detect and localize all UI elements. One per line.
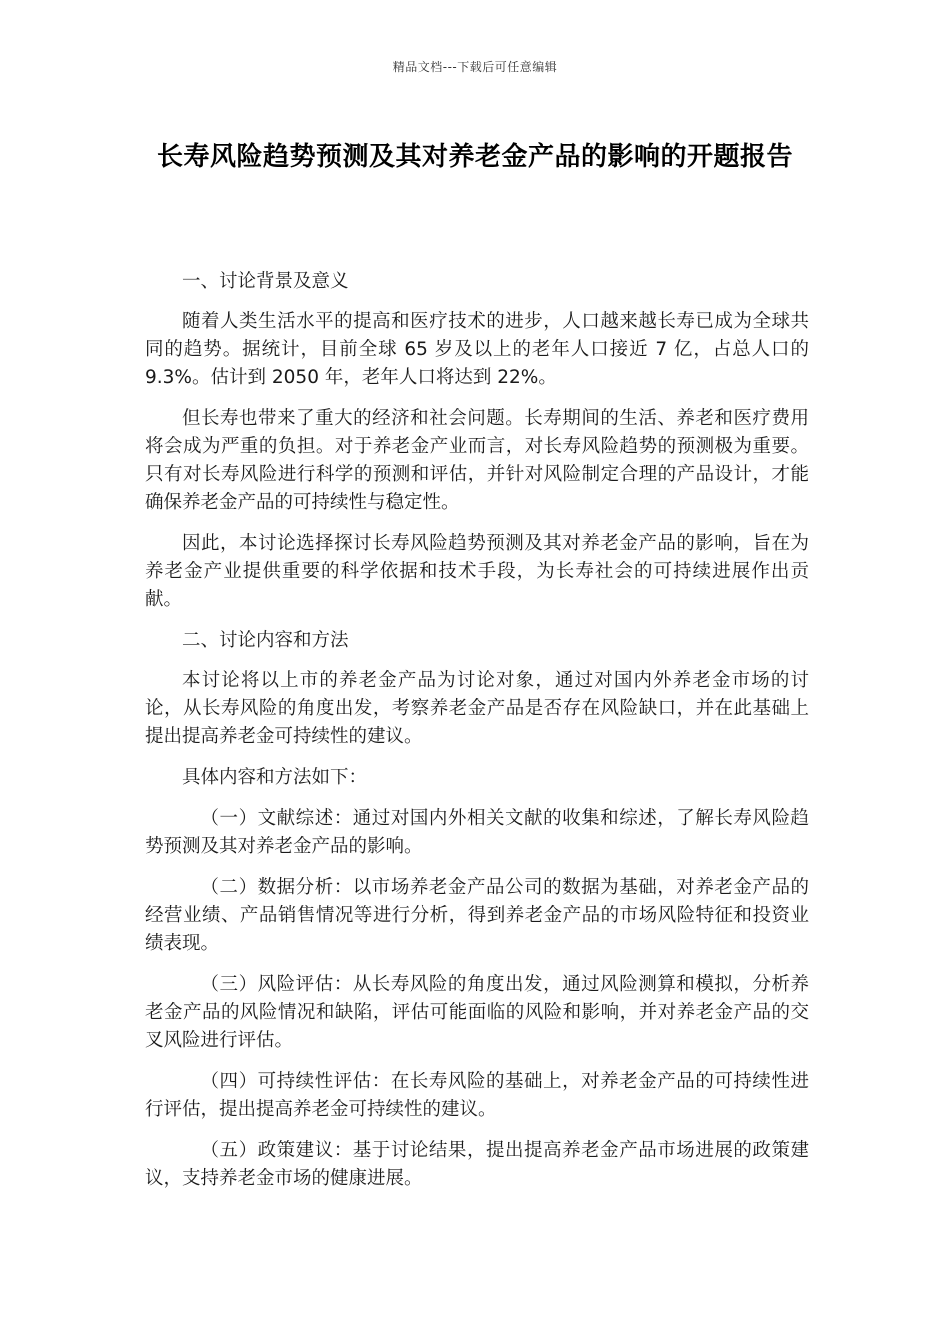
header-note: 精品文档---下载后可任意编辑 xyxy=(392,60,558,74)
section-heading-content: 二、讨论内容和方法 xyxy=(182,630,349,651)
paragraph-content-1: 本讨论将以上市的养老金产品为讨论对象，通过对国内外养老金市场的讨论，从长寿风险的角度出发，考察养老金产品是否存在风险缺口，并在此基础上提出提高养老金可持续性的建议。 xyxy=(145,670,809,747)
paragraph-content-2: 具体内容和方法如下： xyxy=(182,767,368,788)
paragraph-background-3: 因此，本讨论选择探讨长寿风险趋势预测及其对养老金产品的影响，旨在为养老金产业提供重要的科学依据和技术手段，为长寿社会的可持续进展作出贡献。 xyxy=(145,533,809,610)
method-item-risk-assessment: （三）风险评估：从长寿风险的角度出发，通过风险测算和模拟，分析养老金产品的风险情况和缺陷，评估可能面临的风险和影响，并对养老金产品的交叉风险进行评估。 xyxy=(145,974,809,1051)
method-item-literature: （一）文献综述：通过对国内外相关文献的收集和综述，了解长寿风险趋势预测及其对养老金产品的影响。 xyxy=(145,808,809,857)
paragraph-background-1: 随着人类生活水平的提高和医疗技术的进步，人口越来越长寿已成为全球共同的趋势。据统计，目前全球 65 岁及以上的老年人口接近 7 亿，占总人口的 9.3%。估计到 2050 年，老年人口将达到 22%。 xyxy=(145,311,809,388)
section-heading-background: 一、讨论背景及意义 xyxy=(182,271,349,292)
method-item-policy: （五）政策建议：基于讨论结果，提出提高养老金产品市场进展的政策建议，支持养老金市场的健康进展。 xyxy=(145,1140,809,1189)
paragraph-background-2: 但长寿也带来了重大的经济和社会问题。长寿期间的生活、养老和医疗费用将会成为严重的负担。对于养老金产业而言，对长寿风险趋势的预测极为重要。只有对长寿风险进行科学的预测和评估，并针对风险制定合理的产品设计，才能确保养老金产品的可持续性与稳定性。 xyxy=(145,408,809,513)
method-item-data-analysis: （二）数据分析：以市场养老金产品公司的数据为基础，对养老金产品的经营业绩、产品销售情况等进行分析，得到养老金产品的市场风险特征和投资业绩表现。 xyxy=(145,877,809,954)
document-body xyxy=(145,268,809,1206)
method-item-sustainability: （四）可持续性评估：在长寿风险的基础上，对养老金产品的可持续性进行评估，提出提高养老金可持续性的建议。 xyxy=(145,1071,809,1120)
document-title: 长寿风险趋势预测及其对养老金产品的影响的开题报告 xyxy=(156,142,793,172)
